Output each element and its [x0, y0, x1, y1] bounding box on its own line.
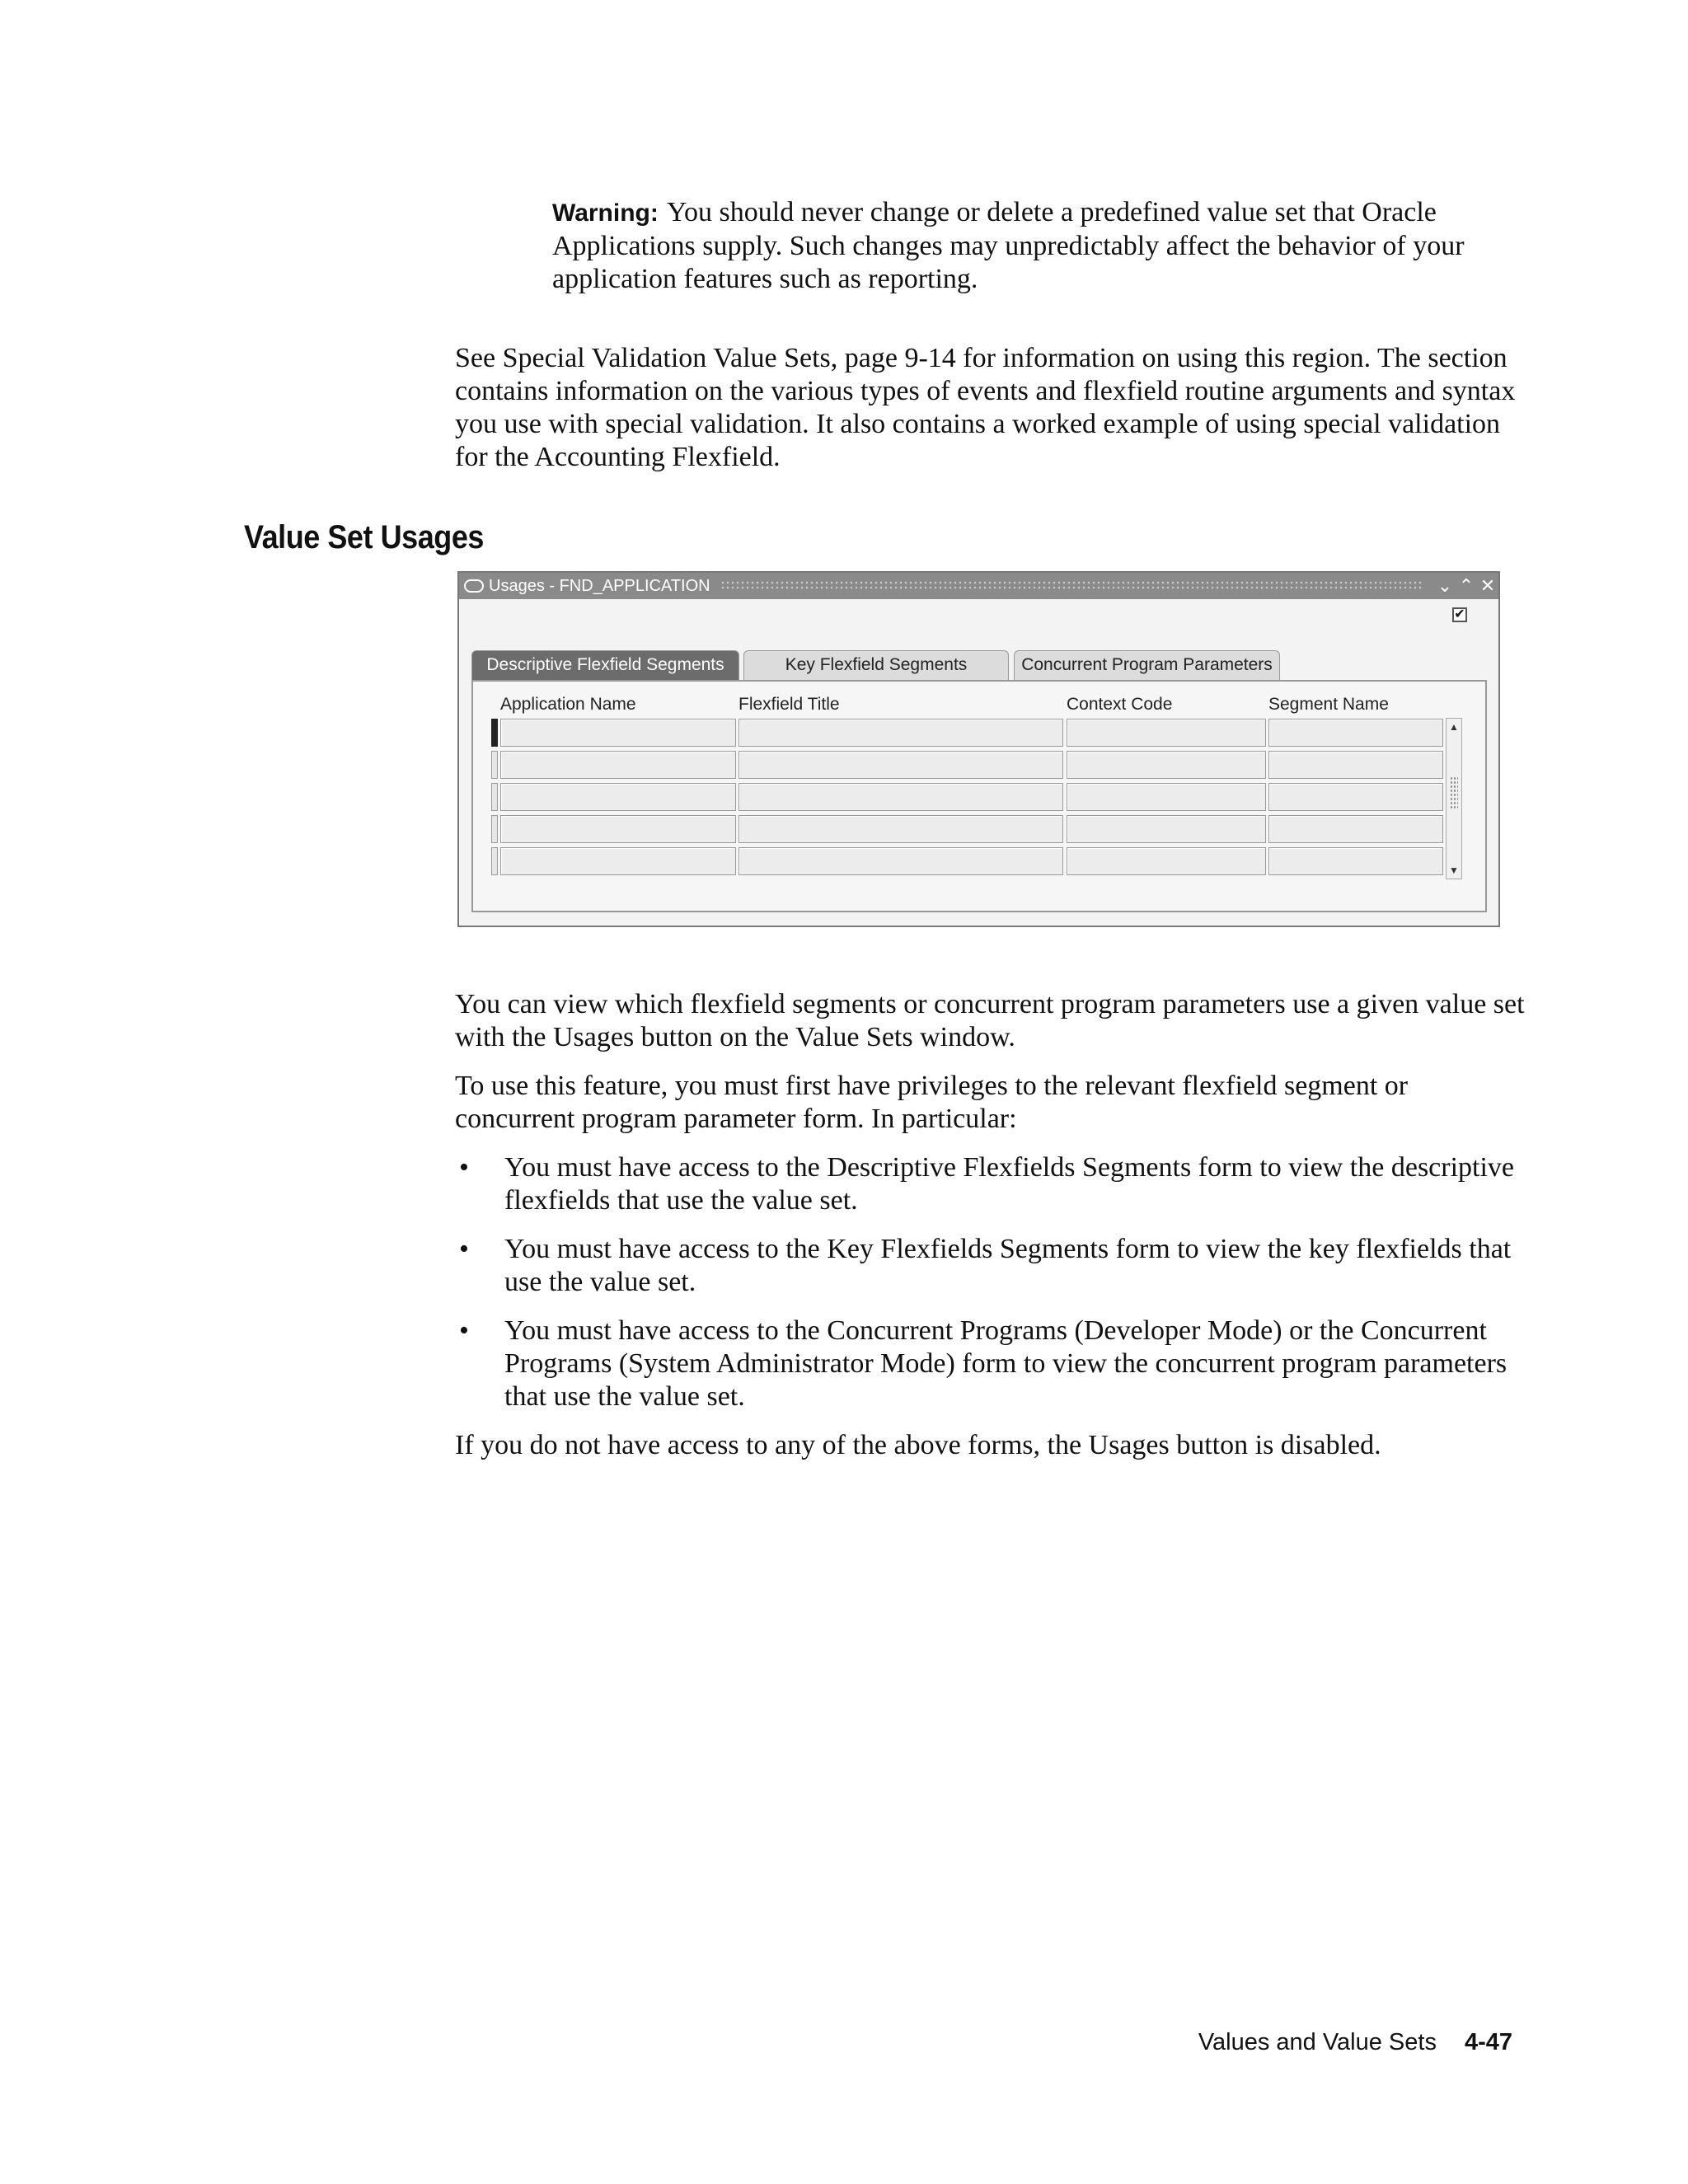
column-header-flexfield-title: Flexfield Title	[738, 695, 840, 714]
application-name-field[interactable]	[500, 751, 736, 779]
body-paragraph: To use this feature, you must first have privileges to the relevant flexfield segment or concurrent program parameter form. In particular:	[455, 1071, 1409, 1134]
scroll-down-icon[interactable]: ▼	[1449, 865, 1459, 876]
column-header-context-code: Context Code	[1067, 695, 1173, 714]
footer-chapter: Values and Value Sets	[1198, 2029, 1437, 2055]
row-indicator[interactable]	[491, 847, 498, 875]
body-paragraph: You can view which flexfield segments or concurrent program parameters use a given value set with the Usages button on the Value Sets window.	[455, 989, 1525, 1052]
column-header-segment-name: Segment Name	[1268, 695, 1389, 714]
application-name-field[interactable]	[500, 783, 736, 811]
list-item-text: You must have access to the Key Flexfields Segments form to view the key flexfields that use the value set.	[504, 1234, 1512, 1297]
usages-window	[457, 571, 1500, 927]
segment-name-field[interactable]	[1268, 783, 1443, 811]
list-item	[455, 1315, 1526, 1413]
application-name-field[interactable]	[500, 847, 736, 875]
page-footer	[1198, 2029, 1512, 2056]
row-indicator[interactable]	[491, 719, 498, 747]
window-menu-icon[interactable]	[464, 579, 484, 593]
window-titlebar[interactable]	[459, 573, 1498, 599]
segment-name-field[interactable]	[1268, 815, 1443, 843]
footer-page-number: 4-47	[1464, 2029, 1512, 2055]
flexfield-title-field[interactable]	[738, 783, 1063, 811]
context-code-field[interactable]	[1067, 783, 1266, 811]
bullet-icon: •	[459, 1234, 469, 1264]
usages-checkbox[interactable]: ✔	[1452, 607, 1467, 622]
context-code-field[interactable]	[1067, 847, 1266, 875]
context-code-field[interactable]	[1067, 719, 1266, 747]
close-icon[interactable]: ✕	[1479, 575, 1496, 596]
scroll-thumb[interactable]	[1450, 776, 1458, 809]
vertical-scrollbar[interactable]	[1446, 718, 1462, 879]
flexfield-title-field[interactable]	[738, 815, 1063, 843]
list-item-text: You must have access to the Descriptive Flexfields Segments form to view the descriptive flexfields that use the value set.	[504, 1152, 1515, 1216]
warning-label: Warning:	[552, 199, 659, 227]
closing-paragraph: If you do not have access to any of the above forms, the Usages button is disabled.	[455, 1430, 1381, 1460]
context-code-field[interactable]	[1067, 815, 1266, 843]
segment-name-field[interactable]	[1268, 751, 1443, 779]
titlebar-grip	[720, 580, 1424, 592]
scroll-up-icon[interactable]: ▲	[1449, 721, 1459, 733]
section-heading: Value Set Usages	[244, 519, 484, 555]
usages-tab-panel	[471, 680, 1487, 912]
flexfield-title-field[interactable]	[738, 751, 1063, 779]
list-item	[455, 1151, 1526, 1217]
warning-note	[552, 196, 1525, 296]
column-header-application-name: Application Name	[500, 695, 636, 714]
list-item-text: You must have access to the Concurrent Programs (Developer Mode) or the Concurrent Programs (System Administrator Mode) form to view the concurrent program parameters that use the value set.	[504, 1315, 1507, 1412]
application-name-field[interactable]	[500, 815, 736, 843]
maximize-icon[interactable]: ⌃	[1458, 575, 1475, 596]
row-indicator[interactable]	[491, 815, 498, 843]
usages-description	[455, 988, 1526, 1478]
minimize-icon[interactable]: ⌄	[1437, 575, 1453, 596]
flexfield-title-field[interactable]	[738, 847, 1063, 875]
list-item	[455, 1233, 1526, 1299]
window-title: Usages - FND_APPLICATION	[489, 576, 710, 595]
requirements-list	[455, 1151, 1526, 1413]
segment-name-field[interactable]	[1268, 719, 1443, 747]
tab-key-flexfield-segments[interactable]: Key Flexfield Segments	[743, 650, 1009, 680]
bullet-icon: •	[459, 1152, 469, 1183]
bullet-icon: •	[459, 1315, 469, 1346]
application-name-field[interactable]	[500, 719, 736, 747]
context-code-field[interactable]	[1067, 751, 1266, 779]
intro-paragraph: See Special Validation Value Sets, page 9-14 for information on using this region. The section contains information on the various types of events and flexfield routine arguments and syntax you use with special validation. It also contains a worked example of using special validation for the Accounting Flexfield.	[455, 343, 1516, 472]
tab-concurrent-program-parameters[interactable]: Concurrent Program Parameters	[1014, 650, 1280, 680]
tab-descriptive-flexfield-segments[interactable]: Descriptive Flexfield Segments	[471, 650, 739, 680]
warning-text: You should never change or delete a predefined value set that Oracle Applications supply. Such changes may unpredictably affect the behavior of your application features such as reporting.	[552, 197, 1465, 294]
row-indicator[interactable]	[491, 783, 498, 811]
segment-name-field[interactable]	[1268, 847, 1443, 875]
row-indicator[interactable]	[491, 751, 498, 779]
flexfield-title-field[interactable]	[738, 719, 1063, 747]
